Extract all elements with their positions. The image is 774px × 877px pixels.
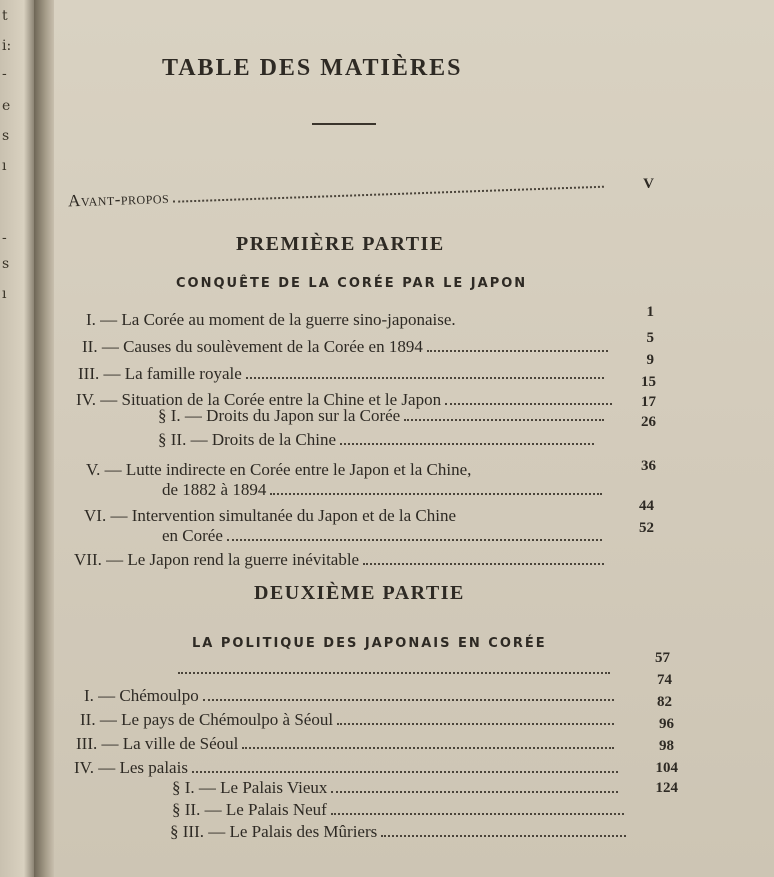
toc-entry-label: I. — La Corée au moment de la guerre sino-japonaise. <box>86 310 456 329</box>
toc-leader-dots <box>203 687 614 701</box>
toc-leader-dots <box>340 431 594 445</box>
prev-page-fragment: i: <box>2 38 12 54</box>
toc-entry-label: § III. — Le Palais des Mûriers <box>170 822 378 841</box>
toc-entry-label: IV. — Situation de la Corée entre la Chine et le Japon <box>76 390 442 409</box>
toc-leader-dots <box>192 759 618 773</box>
toc-entry[interactable] <box>84 686 618 708</box>
toc-page-number: 82 <box>657 694 672 710</box>
prev-page-fragment: ı <box>2 286 7 302</box>
prev-page-fragment: e <box>2 98 11 114</box>
toc-entry[interactable] <box>76 734 618 756</box>
toc-leader-dots <box>331 779 618 793</box>
toc-entry[interactable] <box>78 364 608 386</box>
toc-entry-foreword[interactable] <box>68 173 608 214</box>
previous-page-edge <box>0 0 34 877</box>
toc-page-number: 26 <box>641 414 656 430</box>
toc-entry[interactable] <box>82 337 612 359</box>
toc-page-number: 104 <box>655 760 678 776</box>
toc-leader-dots <box>242 735 614 749</box>
toc-leader-dots <box>381 823 626 837</box>
toc-entry-label: II. — Le pays de Chémoulpo à Séoul <box>80 710 334 729</box>
toc-leader-dots <box>404 407 604 421</box>
toc-entry[interactable] <box>172 800 628 822</box>
toc-leader-dots <box>445 391 612 405</box>
toc-entry-label: § II. — Le Palais Neuf <box>172 800 327 819</box>
toc-page-number: 44 <box>639 498 654 514</box>
toc-leader-dots <box>270 481 602 495</box>
toc-entry-label: III. — La famille royale <box>78 364 242 383</box>
toc-entry-label: § II. — Droits de la Chine <box>158 430 336 449</box>
toc-entry-label: VI. — Intervention simultanée du Japon et de la Chine <box>84 506 457 525</box>
toc-entry[interactable] <box>74 550 608 572</box>
toc-entry[interactable] <box>158 430 598 452</box>
toc-entry[interactable] <box>162 480 606 502</box>
toc-entry-label: en Corée <box>162 526 223 545</box>
toc-leader-dots <box>173 174 604 203</box>
prev-page-fragment: - <box>2 230 7 246</box>
toc-entry-label: § I. — Droits du Japon sur la Corée <box>158 406 401 425</box>
toc-leader-dots <box>427 338 608 352</box>
part-subtitle: CONQUÊTE DE LA CORÉE PAR LE JAPON <box>176 276 528 291</box>
toc-entry-label: I. — Chémoulpo <box>84 686 199 705</box>
toc-entry-label: de 1882 à 1894 <box>162 480 267 499</box>
part-title: PREMIÈRE PARTIE <box>236 233 445 255</box>
prev-page-fragment: t <box>2 8 8 24</box>
toc-page-number: 57 <box>655 650 670 666</box>
toc-entry[interactable] <box>158 406 608 428</box>
toc-page-number: 15 <box>641 374 656 390</box>
part-subtitle: LA POLITIQUE DES JAPONAIS EN CORÉE <box>192 636 547 651</box>
toc-entry-label: IV. — Les palais <box>74 758 188 777</box>
prev-page-fragment: s <box>2 256 10 272</box>
toc-page-number: V <box>643 176 654 192</box>
toc-page-number: 124 <box>655 780 678 796</box>
toc-leader-dots <box>227 527 602 541</box>
toc-entry-label: VII. — Le Japon rend la guerre inévitable <box>74 550 360 569</box>
prev-page-fragment: ı <box>2 158 7 174</box>
toc-entry-label: Avant-propos <box>67 187 170 211</box>
toc-leader-dots <box>337 711 614 725</box>
toc-page-number: 9 <box>646 352 654 368</box>
toc-entry[interactable] <box>172 778 622 800</box>
toc-entry[interactable] <box>86 310 626 332</box>
toc-entry[interactable] <box>86 460 626 482</box>
toc-entry-label: § I. — Le Palais Vieux <box>172 778 328 797</box>
page-title: TABLE DES MATIÈRES <box>162 55 463 81</box>
toc-page-number: 52 <box>639 520 654 536</box>
book-gutter <box>34 0 54 877</box>
toc-leader-dots <box>331 801 624 815</box>
toc-entry[interactable] <box>162 526 606 548</box>
toc-page-number: 96 <box>659 716 674 732</box>
toc-entry-label: III. — La ville de Séoul <box>76 734 239 753</box>
toc-entry[interactable] <box>170 822 630 844</box>
toc-leader-dots <box>246 365 604 379</box>
toc-leader-dots <box>363 551 604 565</box>
toc-page-number: 36 <box>641 458 656 474</box>
toc-leader-dots <box>178 660 610 674</box>
toc-page-number: 98 <box>659 738 674 754</box>
toc-entry[interactable] <box>74 758 622 780</box>
toc-entry-label: II. — Causes du soulèvement de la Corée en 1894 <box>82 337 423 356</box>
part-title: DEUXIÈME PARTIE <box>254 582 465 604</box>
toc-page-number: 74 <box>657 672 672 688</box>
book-page <box>54 0 774 877</box>
toc-entry[interactable] <box>174 660 614 682</box>
title-rule <box>312 123 376 125</box>
toc-page-number: 5 <box>646 330 654 346</box>
toc-entry-label: V. — Lutte indirecte en Corée entre le Japon et la Chine, <box>86 460 472 479</box>
toc-entry[interactable] <box>80 710 618 732</box>
toc-page-number: 17 <box>641 394 656 410</box>
toc-page-number: 1 <box>646 304 654 320</box>
toc-entry[interactable] <box>84 506 614 528</box>
prev-page-fragment: - <box>2 66 7 82</box>
prev-page-fragment: s <box>2 128 10 144</box>
